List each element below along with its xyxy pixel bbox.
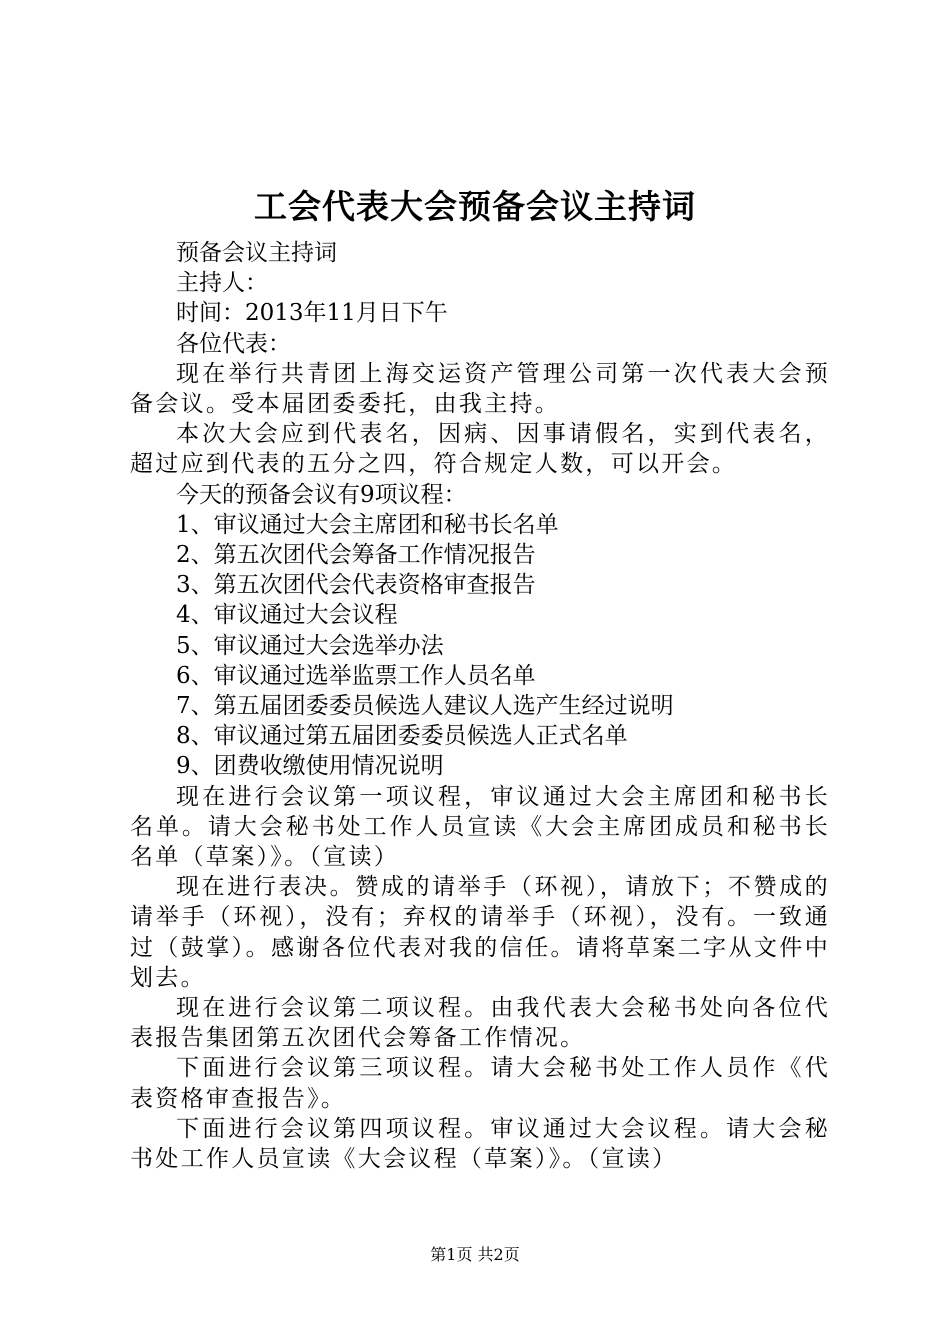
- agenda-two-paragraph: 现在进行会议第二项议程。由我代表大会秘书处向各位代表报告集团第五次团代会筹备工作情况。: [130, 995, 830, 1052]
- agenda-item: 2、第五次团代会筹备工作情况报告: [176, 542, 536, 569]
- subtitle-line: 预备会议主持词: [176, 240, 337, 266]
- agenda-one-paragraph: 现在进行会议第一项议程，审议通过大会主席团和秘书长名单。请大会秘书处工作人员宣读《大会主席团成员和秘书长名单（草案）》。（宣读）: [130, 783, 830, 871]
- opening-paragraph: 现在举行共青团上海交运资产管理公司第一次代表大会预备会议。受本届团委委托，由我主持。: [130, 360, 830, 418]
- agenda-intro: 今天的预备会议有9项议程：: [176, 481, 467, 508]
- page-footer: 第1页 共2页: [430, 1245, 520, 1264]
- document-body: [130, 238, 830, 1174]
- greeting-line: 各位代表：: [176, 330, 291, 357]
- agenda-item: 6、审议通过选举监票工作人员名单: [176, 662, 536, 689]
- attendance-paragraph: 本次大会应到代表名，因病、因事请假名，实到代表名，超过应到代表的五分之四，符合规定人数，可以开会。: [130, 421, 830, 478]
- host-line: 主持人：: [176, 270, 268, 297]
- agenda-four-paragraph: 下面进行会议第四项议程。审议通过大会议程。请大会秘书处工作人员宣读《大会议程（草案）》。（宣读）: [130, 1115, 830, 1173]
- agenda-item: 4、审议通过大会议程: [176, 602, 398, 629]
- agenda-item: 1、审议通过大会主席团和秘书长名单: [176, 511, 559, 538]
- agenda-item: 9、团费收缴使用情况说明: [176, 753, 444, 780]
- agenda-item: 5、审议通过大会选举办法: [176, 632, 444, 659]
- agenda-item: 3、第五次团代会代表资格审查报告: [176, 572, 536, 599]
- agenda-item: 8、审议通过第五届团委委员候选人正式名单: [176, 723, 628, 750]
- time-line: 时间：2013年11月日下午: [176, 300, 448, 327]
- agenda-three-paragraph: 下面进行会议第三项议程。请大会秘书处工作人员作《代表资格审查报告》。: [130, 1055, 830, 1112]
- document-title: 工会代表大会预备会议主持词: [254, 187, 696, 226]
- agenda-item: 7、第五届团委委员候选人建议人选产生经过说明: [176, 693, 674, 720]
- vote-paragraph: 现在进行表决。赞成的请举手（环视），请放下；不赞成的请举手（环视），没有；弃权的请举手（环视），没有。一致通过（鼓掌）。感谢各位代表对我的信任。请将草案二字从文件中划去。: [130, 874, 830, 991]
